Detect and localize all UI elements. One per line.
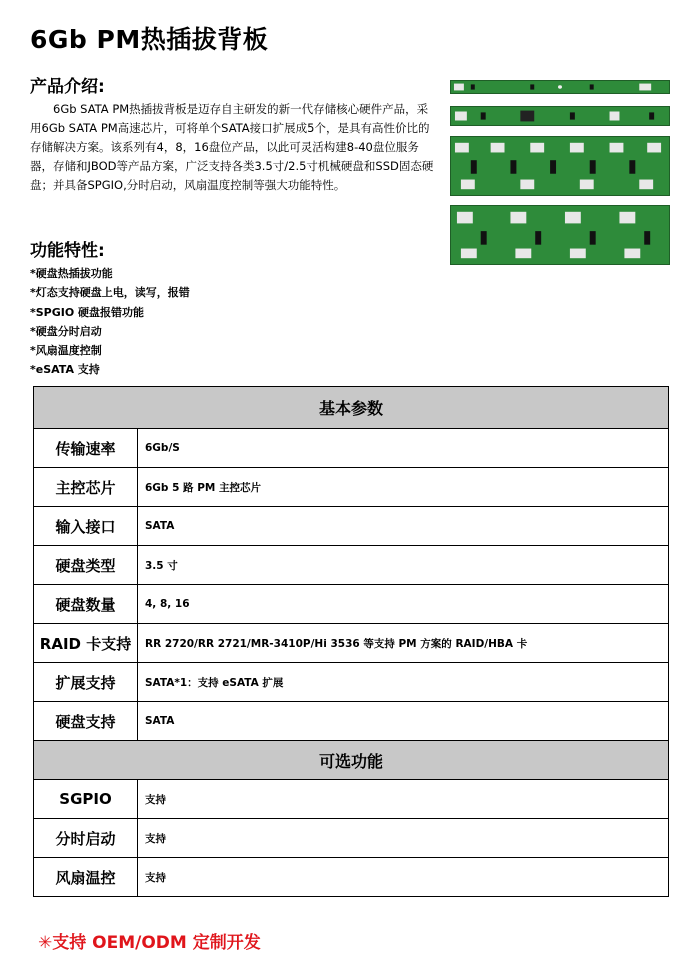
spec-label-sgpio: SGPIO [34,780,138,819]
spec-label-disk-type: 硬盘类型 [34,546,138,585]
intro-text: 6Gb SATA PM热插拔背板是迈存自主研发的新一代存储核心硬件产品，采用6Gb SATA PM高速芯片，可将单个SATA接口扩展成5个，是具有高性价比的存储解决方案。该系列有4，8，16盘位产品，以此可灵活构建8-40盘位服务器，存储和JBOD等产品方案，广泛支持各类3.5寸/2.5寸机械硬盘和SSD固态硬盘；并具备SPGIO,分时启动，风扇温度控制等强大功能特性。 [30,102,434,192]
backplane-board-12bay [450,136,670,196]
spec-value-staggered-spinup: 支持 [138,819,669,858]
feature-item: *SPGIO 硬盘报错功能 [30,305,145,319]
basic-params-heading: 基本参数 [34,387,669,429]
spec-value-controller-chip: 6Gb 5 路 PM 主控芯片 [138,468,669,507]
spec-label-disk-count: 硬盘数量 [34,585,138,624]
backplane-board-16bay [450,205,670,265]
backplane-board-8bay [450,106,670,126]
spec-label-controller-chip: 主控芯片 [34,468,138,507]
spec-value-disk-count: 4, 8, 16 [138,585,669,624]
spec-label-fan-control: 风扇温控 [34,858,138,897]
spec-label-input-interface: 输入接口 [34,507,138,546]
spec-label-expansion: 扩展支持 [34,663,138,702]
features-list [30,264,190,380]
oem-odm-notice: ✳支持 OEM/ODM 定制开发 [38,933,261,953]
spec-value-fan-control: 支持 [138,858,669,897]
spec-value-disk-type: 3.5 寸 [138,546,669,585]
feature-item: *eSATA 支持 [30,363,100,377]
optional-features-heading: 可选功能 [34,741,669,780]
spec-table [33,386,669,897]
intro-heading: 产品介绍: [30,77,105,97]
spec-value-sgpio: 支持 [138,780,669,819]
spec-value-disk-support: SATA [138,702,669,741]
spec-label-transfer-rate: 传输速率 [34,429,138,468]
spec-value-raid-support: RR 2720/RR 2721/MR-3410P/Hi 3536 等支持 PM 方案的 RAID/HBA 卡 [138,624,669,663]
spec-label-staggered-spinup: 分时启动 [34,819,138,858]
feature-item: *风扇温度控制 [30,344,102,358]
feature-item: *硬盘分时启动 [30,324,102,338]
spec-label-raid-support: RAID 卡支持 [34,624,138,663]
spec-value-input-interface: SATA [138,507,669,546]
feature-item: *硬盘热插拔功能 [30,267,113,280]
spec-value-transfer-rate: 6Gb/S [138,429,669,468]
feature-item: *灯态支持硬盘上电，读写，报错 [30,286,190,300]
spec-label-disk-support: 硬盘支持 [34,702,138,741]
backplane-board-4bay [450,80,670,94]
page-title: 6Gb PM热插拔背板 [30,25,269,54]
spec-value-expansion: SATA*1：支持 eSATA 扩展 [138,663,669,702]
backplane-product-photo [450,80,670,265]
features-heading: 功能特性: [30,241,105,261]
